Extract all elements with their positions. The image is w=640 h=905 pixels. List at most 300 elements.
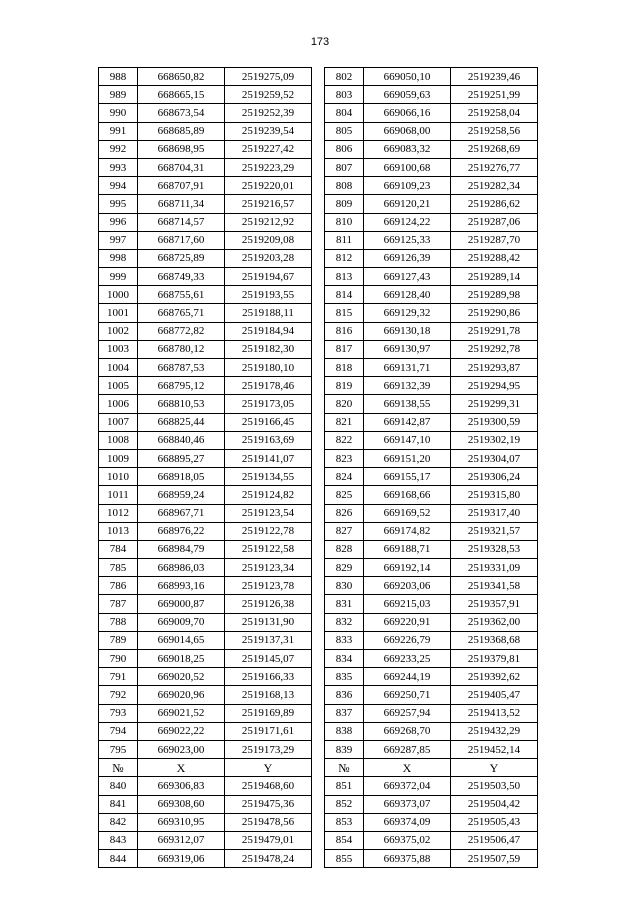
table-row <box>99 668 538 686</box>
column-separator <box>312 449 325 467</box>
x-coordinate-cell: 669192,14 <box>364 559 451 577</box>
point-number-cell: 997 <box>99 231 138 249</box>
x-coordinate-cell: 668840,46 <box>138 431 225 449</box>
point-number-cell: 832 <box>325 613 364 631</box>
x-coordinate-cell: 668749,33 <box>138 268 225 286</box>
y-coordinate-cell: 2519239,54 <box>225 122 312 140</box>
column-separator <box>312 831 325 849</box>
y-coordinate-cell: 2519268,69 <box>451 140 538 158</box>
column-separator <box>312 722 325 740</box>
table-row <box>99 359 538 377</box>
table-row <box>99 431 538 449</box>
point-number-cell: 836 <box>325 686 364 704</box>
column-separator <box>312 395 325 413</box>
y-coordinate-cell: 2519504,42 <box>451 795 538 813</box>
y-coordinate-cell: 2519392,62 <box>451 668 538 686</box>
y-coordinate-cell: 2519478,56 <box>225 813 312 831</box>
point-number-cell: 842 <box>99 813 138 831</box>
x-coordinate-cell: 668707,91 <box>138 177 225 195</box>
y-coordinate-cell: 2519173,05 <box>225 395 312 413</box>
table-row <box>99 831 538 849</box>
x-coordinate-cell: 669257,94 <box>364 704 451 722</box>
point-number-cell: 843 <box>99 831 138 849</box>
column-separator <box>312 140 325 158</box>
point-number-cell: 786 <box>99 577 138 595</box>
table-row <box>99 795 538 813</box>
point-number-cell: 793 <box>99 704 138 722</box>
y-coordinate-cell: 2519134,55 <box>225 468 312 486</box>
column-separator <box>312 686 325 704</box>
x-coordinate-cell: 669109,23 <box>364 177 451 195</box>
y-coordinate-cell: 2519503,50 <box>451 777 538 795</box>
column-separator <box>312 86 325 104</box>
y-coordinate-cell: 2519123,54 <box>225 504 312 522</box>
x-coordinate-cell: 668993,16 <box>138 577 225 595</box>
point-number-cell: 1003 <box>99 340 138 358</box>
x-coordinate-cell: 668714,57 <box>138 213 225 231</box>
x-coordinate-cell: 669138,55 <box>364 395 451 413</box>
x-coordinate-cell: 668795,12 <box>138 377 225 395</box>
point-number-cell: 853 <box>325 813 364 831</box>
column-separator <box>312 704 325 722</box>
x-coordinate-cell: 668918,05 <box>138 468 225 486</box>
column-separator <box>312 559 325 577</box>
y-coordinate-cell: 2519452,14 <box>451 740 538 758</box>
x-coordinate-cell: 669014,65 <box>138 631 225 649</box>
point-number-cell: 991 <box>99 122 138 140</box>
point-number-cell: 1007 <box>99 413 138 431</box>
y-coordinate-cell: 2519126,38 <box>225 595 312 613</box>
y-coordinate-cell: 2519239,46 <box>451 68 538 86</box>
x-coordinate-cell: 669374,09 <box>364 813 451 831</box>
point-number-cell: 790 <box>99 650 138 668</box>
y-coordinate-cell: 2519507,59 <box>451 850 538 868</box>
point-number-cell: 784 <box>99 540 138 558</box>
point-number-cell: 989 <box>99 86 138 104</box>
table-row <box>99 613 538 631</box>
y-coordinate-cell: 2519317,40 <box>451 504 538 522</box>
x-coordinate-cell: 669375,02 <box>364 831 451 849</box>
y-coordinate-cell: 2519131,90 <box>225 613 312 631</box>
y-coordinate-cell: 2519223,29 <box>225 158 312 176</box>
y-coordinate-cell: 2519357,91 <box>451 595 538 613</box>
x-coordinate-cell: 669127,43 <box>364 268 451 286</box>
y-coordinate-cell: 2519475,36 <box>225 795 312 813</box>
point-number-cell: 1008 <box>99 431 138 449</box>
header-x: X <box>364 759 451 777</box>
table-row <box>99 650 538 668</box>
x-coordinate-cell: 669000,87 <box>138 595 225 613</box>
table-row <box>99 177 538 195</box>
y-coordinate-cell: 2519289,14 <box>451 268 538 286</box>
point-number-cell: 1000 <box>99 286 138 304</box>
column-separator <box>312 359 325 377</box>
x-coordinate-cell: 668976,22 <box>138 522 225 540</box>
point-number-cell: 839 <box>325 740 364 758</box>
table-row <box>99 577 538 595</box>
x-coordinate-cell: 668895,27 <box>138 449 225 467</box>
point-number-cell: 822 <box>325 431 364 449</box>
point-number-cell: 1010 <box>99 468 138 486</box>
table-row <box>99 158 538 176</box>
x-coordinate-cell: 668780,12 <box>138 340 225 358</box>
table-row <box>99 395 538 413</box>
y-coordinate-cell: 2519306,24 <box>451 468 538 486</box>
point-number-cell: 830 <box>325 577 364 595</box>
y-coordinate-cell: 2519212,92 <box>225 213 312 231</box>
y-coordinate-cell: 2519123,78 <box>225 577 312 595</box>
point-number-cell: 826 <box>325 504 364 522</box>
point-number-cell: 823 <box>325 449 364 467</box>
x-coordinate-cell: 669128,40 <box>364 286 451 304</box>
point-number-cell: 1011 <box>99 486 138 504</box>
x-coordinate-cell: 669375,88 <box>364 850 451 868</box>
table-row <box>99 540 538 558</box>
x-coordinate-cell: 669308,60 <box>138 795 225 813</box>
point-number-cell: 825 <box>325 486 364 504</box>
table-row <box>99 595 538 613</box>
point-number-cell: 814 <box>325 286 364 304</box>
y-coordinate-cell: 2519290,86 <box>451 304 538 322</box>
y-coordinate-cell: 2519294,95 <box>451 377 538 395</box>
point-number-cell: 817 <box>325 340 364 358</box>
x-coordinate-cell: 669068,00 <box>364 122 451 140</box>
column-separator <box>312 577 325 595</box>
x-coordinate-cell: 668755,61 <box>138 286 225 304</box>
x-coordinate-cell: 669306,83 <box>138 777 225 795</box>
point-number-cell: 829 <box>325 559 364 577</box>
column-separator <box>312 813 325 831</box>
y-coordinate-cell: 2519289,98 <box>451 286 538 304</box>
y-coordinate-cell: 2519468,60 <box>225 777 312 795</box>
table-row <box>99 249 538 267</box>
header-y: Y <box>451 759 538 777</box>
point-number-cell: 844 <box>99 850 138 868</box>
column-separator <box>312 668 325 686</box>
point-number-cell: 1002 <box>99 322 138 340</box>
x-coordinate-cell: 668685,89 <box>138 122 225 140</box>
coordinates-table <box>98 67 538 868</box>
table-row <box>99 104 538 122</box>
x-coordinate-cell: 669174,82 <box>364 522 451 540</box>
x-coordinate-cell: 668717,60 <box>138 231 225 249</box>
point-number-cell: 794 <box>99 722 138 740</box>
y-coordinate-cell: 2519276,77 <box>451 158 538 176</box>
y-coordinate-cell: 2519286,62 <box>451 195 538 213</box>
y-coordinate-cell: 2519180,10 <box>225 359 312 377</box>
table-row <box>99 268 538 286</box>
x-coordinate-cell: 669066,16 <box>364 104 451 122</box>
y-coordinate-cell: 2519188,11 <box>225 304 312 322</box>
y-coordinate-cell: 2519331,09 <box>451 559 538 577</box>
column-separator <box>312 759 325 777</box>
column-separator <box>312 158 325 176</box>
x-coordinate-cell: 669009,70 <box>138 613 225 631</box>
point-number-cell: 802 <box>325 68 364 86</box>
x-coordinate-cell: 669287,85 <box>364 740 451 758</box>
table-row <box>99 286 538 304</box>
point-number-cell: 998 <box>99 249 138 267</box>
table-header-row <box>99 759 538 777</box>
y-coordinate-cell: 2519141,07 <box>225 449 312 467</box>
point-number-cell: 854 <box>325 831 364 849</box>
y-coordinate-cell: 2519479,01 <box>225 831 312 849</box>
x-coordinate-cell: 669129,32 <box>364 304 451 322</box>
x-coordinate-cell: 669022,22 <box>138 722 225 740</box>
column-separator <box>312 431 325 449</box>
point-number-cell: 789 <box>99 631 138 649</box>
point-number-cell: 992 <box>99 140 138 158</box>
table-row <box>99 377 538 395</box>
point-number-cell: 812 <box>325 249 364 267</box>
y-coordinate-cell: 2519252,39 <box>225 104 312 122</box>
table-row <box>99 813 538 831</box>
column-separator <box>312 68 325 86</box>
x-coordinate-cell: 668665,15 <box>138 86 225 104</box>
x-coordinate-cell: 668984,79 <box>138 540 225 558</box>
point-number-cell: 999 <box>99 268 138 286</box>
point-number-cell: 803 <box>325 86 364 104</box>
y-coordinate-cell: 2519137,31 <box>225 631 312 649</box>
x-coordinate-cell: 669373,07 <box>364 795 451 813</box>
column-separator <box>312 850 325 868</box>
x-coordinate-cell: 668765,71 <box>138 304 225 322</box>
table-row <box>99 231 538 249</box>
column-separator <box>312 540 325 558</box>
y-coordinate-cell: 2519300,59 <box>451 413 538 431</box>
y-coordinate-cell: 2519293,87 <box>451 359 538 377</box>
y-coordinate-cell: 2519341,58 <box>451 577 538 595</box>
y-coordinate-cell: 2519122,78 <box>225 522 312 540</box>
point-number-cell: 813 <box>325 268 364 286</box>
point-number-cell: 1006 <box>99 395 138 413</box>
y-coordinate-cell: 2519145,07 <box>225 650 312 668</box>
column-separator <box>312 340 325 358</box>
column-separator <box>312 213 325 231</box>
header-x: X <box>138 759 225 777</box>
y-coordinate-cell: 2519227,42 <box>225 140 312 158</box>
x-coordinate-cell: 669142,87 <box>364 413 451 431</box>
x-coordinate-cell: 669130,97 <box>364 340 451 358</box>
y-coordinate-cell: 2519169,89 <box>225 704 312 722</box>
column-separator <box>312 740 325 758</box>
column-separator <box>312 122 325 140</box>
y-coordinate-cell: 2519122,58 <box>225 540 312 558</box>
point-number-cell: 809 <box>325 195 364 213</box>
point-number-cell: 995 <box>99 195 138 213</box>
point-number-cell: 852 <box>325 795 364 813</box>
x-coordinate-cell: 669169,52 <box>364 504 451 522</box>
column-separator <box>312 631 325 649</box>
y-coordinate-cell: 2519291,78 <box>451 322 538 340</box>
x-coordinate-cell: 668986,03 <box>138 559 225 577</box>
x-coordinate-cell: 669023,00 <box>138 740 225 758</box>
y-coordinate-cell: 2519123,34 <box>225 559 312 577</box>
column-separator <box>312 377 325 395</box>
y-coordinate-cell: 2519203,28 <box>225 249 312 267</box>
point-number-cell: 1009 <box>99 449 138 467</box>
point-number-cell: 1004 <box>99 359 138 377</box>
point-number-cell: 807 <box>325 158 364 176</box>
column-separator <box>312 522 325 540</box>
x-coordinate-cell: 669126,39 <box>364 249 451 267</box>
y-coordinate-cell: 2519379,81 <box>451 650 538 668</box>
point-number-cell: 805 <box>325 122 364 140</box>
y-coordinate-cell: 2519505,43 <box>451 813 538 831</box>
y-coordinate-cell: 2519166,33 <box>225 668 312 686</box>
point-number-cell: 838 <box>325 722 364 740</box>
table-row <box>99 777 538 795</box>
x-coordinate-cell: 669120,21 <box>364 195 451 213</box>
point-number-cell: 811 <box>325 231 364 249</box>
x-coordinate-cell: 668810,53 <box>138 395 225 413</box>
x-coordinate-cell: 669020,52 <box>138 668 225 686</box>
x-coordinate-cell: 669130,18 <box>364 322 451 340</box>
point-number-cell: 1013 <box>99 522 138 540</box>
point-number-cell: 835 <box>325 668 364 686</box>
y-coordinate-cell: 2519292,78 <box>451 340 538 358</box>
column-separator <box>312 413 325 431</box>
point-number-cell: 792 <box>99 686 138 704</box>
point-number-cell: 820 <box>325 395 364 413</box>
point-number-cell: 1001 <box>99 304 138 322</box>
x-coordinate-cell: 668711,34 <box>138 195 225 213</box>
y-coordinate-cell: 2519171,61 <box>225 722 312 740</box>
x-coordinate-cell: 668825,44 <box>138 413 225 431</box>
table-row <box>99 850 538 868</box>
y-coordinate-cell: 2519124,82 <box>225 486 312 504</box>
y-coordinate-cell: 2519182,30 <box>225 340 312 358</box>
column-separator <box>312 468 325 486</box>
table-row <box>99 522 538 540</box>
point-number-cell: 834 <box>325 650 364 668</box>
y-coordinate-cell: 2519194,67 <box>225 268 312 286</box>
x-coordinate-cell: 669203,06 <box>364 577 451 595</box>
y-coordinate-cell: 2519173,29 <box>225 740 312 758</box>
y-coordinate-cell: 2519275,09 <box>225 68 312 86</box>
header-number: № <box>99 759 138 777</box>
x-coordinate-cell: 668725,89 <box>138 249 225 267</box>
x-coordinate-cell: 669312,07 <box>138 831 225 849</box>
point-number-cell: 841 <box>99 795 138 813</box>
y-coordinate-cell: 2519220,01 <box>225 177 312 195</box>
column-separator <box>312 286 325 304</box>
y-coordinate-cell: 2519506,47 <box>451 831 538 849</box>
y-coordinate-cell: 2519258,56 <box>451 122 538 140</box>
point-number-cell: 993 <box>99 158 138 176</box>
table-row <box>99 213 538 231</box>
x-coordinate-cell: 669050,10 <box>364 68 451 86</box>
y-coordinate-cell: 2519315,80 <box>451 486 538 504</box>
y-coordinate-cell: 2519258,04 <box>451 104 538 122</box>
x-coordinate-cell: 669125,33 <box>364 231 451 249</box>
point-number-cell: 795 <box>99 740 138 758</box>
x-coordinate-cell: 669020,96 <box>138 686 225 704</box>
point-number-cell: 855 <box>325 850 364 868</box>
point-number-cell: 827 <box>325 522 364 540</box>
y-coordinate-cell: 2519368,68 <box>451 631 538 649</box>
y-coordinate-cell: 2519178,46 <box>225 377 312 395</box>
x-coordinate-cell: 669188,71 <box>364 540 451 558</box>
y-coordinate-cell: 2519259,52 <box>225 86 312 104</box>
table-row <box>99 740 538 758</box>
table-row <box>99 631 538 649</box>
table-row <box>99 722 538 740</box>
x-coordinate-cell: 669100,68 <box>364 158 451 176</box>
column-separator <box>312 304 325 322</box>
y-coordinate-cell: 2519193,55 <box>225 286 312 304</box>
y-coordinate-cell: 2519405,47 <box>451 686 538 704</box>
x-coordinate-cell: 669233,25 <box>364 650 451 668</box>
point-number-cell: 821 <box>325 413 364 431</box>
table-row <box>99 322 538 340</box>
point-number-cell: 785 <box>99 559 138 577</box>
y-coordinate-cell: 2519302,19 <box>451 431 538 449</box>
y-coordinate-cell: 2519287,70 <box>451 231 538 249</box>
point-number-cell: 816 <box>325 322 364 340</box>
header-y: Y <box>225 759 312 777</box>
point-number-cell: 833 <box>325 631 364 649</box>
table-row <box>99 686 538 704</box>
table-row <box>99 304 538 322</box>
point-number-cell: 1005 <box>99 377 138 395</box>
x-coordinate-cell: 669319,06 <box>138 850 225 868</box>
point-number-cell: 988 <box>99 68 138 86</box>
x-coordinate-cell: 668673,54 <box>138 104 225 122</box>
point-number-cell: 818 <box>325 359 364 377</box>
y-coordinate-cell: 2519168,13 <box>225 686 312 704</box>
point-number-cell: 1012 <box>99 504 138 522</box>
table-row <box>99 449 538 467</box>
page-number: 173 <box>310 36 330 48</box>
y-coordinate-cell: 2519299,31 <box>451 395 538 413</box>
x-coordinate-cell: 669220,91 <box>364 613 451 631</box>
x-coordinate-cell: 669310,95 <box>138 813 225 831</box>
y-coordinate-cell: 2519184,94 <box>225 322 312 340</box>
point-number-cell: 996 <box>99 213 138 231</box>
x-coordinate-cell: 669083,32 <box>364 140 451 158</box>
point-number-cell: 804 <box>325 104 364 122</box>
x-coordinate-cell: 669131,71 <box>364 359 451 377</box>
table-row <box>99 468 538 486</box>
point-number-cell: 828 <box>325 540 364 558</box>
table-row <box>99 340 538 358</box>
column-separator <box>312 650 325 668</box>
y-coordinate-cell: 2519362,00 <box>451 613 538 631</box>
y-coordinate-cell: 2519304,07 <box>451 449 538 467</box>
point-number-cell: 837 <box>325 704 364 722</box>
table-row <box>99 413 538 431</box>
y-coordinate-cell: 2519282,34 <box>451 177 538 195</box>
x-coordinate-cell: 668698,95 <box>138 140 225 158</box>
x-coordinate-cell: 669021,52 <box>138 704 225 722</box>
y-coordinate-cell: 2519321,57 <box>451 522 538 540</box>
table-row <box>99 86 538 104</box>
x-coordinate-cell: 669124,22 <box>364 213 451 231</box>
y-coordinate-cell: 2519478,24 <box>225 850 312 868</box>
column-separator <box>312 177 325 195</box>
column-separator <box>312 595 325 613</box>
point-number-cell: 791 <box>99 668 138 686</box>
point-number-cell: 808 <box>325 177 364 195</box>
table-row <box>99 704 538 722</box>
y-coordinate-cell: 2519432,29 <box>451 722 538 740</box>
column-separator <box>312 795 325 813</box>
x-coordinate-cell: 669250,71 <box>364 686 451 704</box>
column-separator <box>312 504 325 522</box>
x-coordinate-cell: 668772,82 <box>138 322 225 340</box>
x-coordinate-cell: 669151,20 <box>364 449 451 467</box>
